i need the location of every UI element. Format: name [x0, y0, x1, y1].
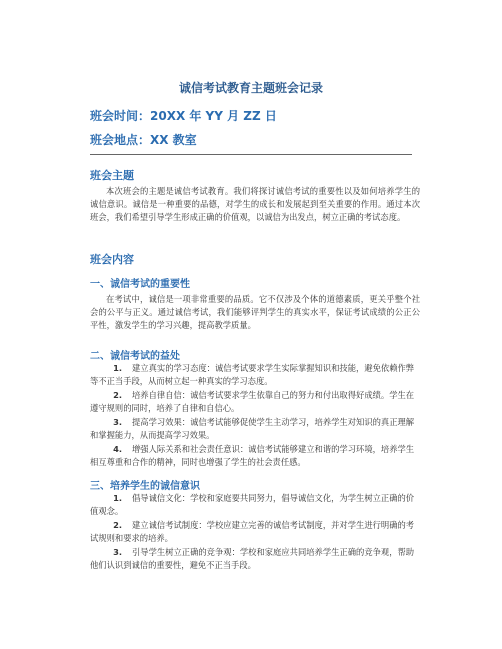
list-item [90, 389, 420, 415]
document-title: 诚信考试教育主题班会记录 [178, 81, 323, 95]
list-item-text: 提高学习效果：诚信考试能够促使学生主动学习，培养学生对知识的真正理解和掌握能力，从而提高学习效果。 [90, 417, 415, 440]
list-item [90, 416, 420, 442]
list-item-number: 3. [113, 547, 122, 557]
list-item-number: 1. [113, 363, 122, 373]
divider-line [90, 154, 412, 155]
section-2-heading: 二、诚信考试的益处 [90, 351, 180, 362]
section-1-heading: 一、诚信考试的重要性 [90, 279, 190, 290]
meeting-place: 班会地点：XX 教室 [90, 133, 197, 147]
list-item [90, 546, 420, 572]
list-item-number: 2. [113, 520, 122, 530]
list-item-number: 4. [113, 444, 122, 454]
list-item [90, 519, 420, 545]
list-item [90, 362, 420, 388]
list-item-number: 3. [113, 417, 122, 427]
list-item [90, 443, 420, 469]
list-item-text: 引导学生树立正确的竞争观：学校和家庭应共同培养学生正确的竞争观，帮助他们认识到诚信的重要性，避免不正当手段。 [90, 547, 415, 570]
list-item-text: 建立诚信考试制度：学校应建立完善的诚信考试制度，并对学生进行明确的考试规则和要求的培养。 [90, 520, 415, 543]
section-1-paragraph: 在考试中，诚信是一项非常重要的品质。它不仅涉及个体的道德素质，更关乎整个社会的公平与正义。通过诚信考试，我们能够评判学生的真实水平，保证考试成绩的公正公平性，激发学生的学习兴趣，提高教学质量。 [90, 294, 420, 330]
list-item-text: 建立真实的学习态度：诚信考试要求学生实际掌握知识和技能，避免依赖作弊等不正当手段，从而树立起一种真实的学习态度。 [90, 363, 415, 386]
meeting-time: 班会时间：20XX 年 YY 月 ZZ 日 [90, 109, 277, 123]
section-3-heading: 三、培养学生的诚信意识 [90, 481, 200, 492]
theme-paragraph: 本次班会的主题是诚信考试教育。我们将探讨诚信考试的重要性以及如何培养学生的诚信意识。诚信是一种重要的品德，对学生的成长和发展起到至关重要的作用。通过本次班会，我们希望引导学生形成正确的价值观，以诚信为出发点，树立正确的考试态度。 [90, 186, 420, 222]
list-item-number: 1. [113, 493, 122, 503]
list-item-text: 倡导诚信文化：学校和家庭要共同努力，倡导诚信文化，为学生树立正确的价值观念。 [90, 493, 415, 516]
list-item-text: 增强人际关系和社会责任意识：诚信考试能够建立和谐的学习环境，培养学生相互尊重和合作的精神，同时也增强了学生的社会责任感。 [90, 444, 415, 467]
content-heading: 班会内容 [90, 253, 134, 266]
theme-heading: 班会主题 [90, 169, 134, 182]
list-item-number: 2. [113, 390, 122, 400]
list-item [90, 492, 420, 518]
list-item-text: 培养自律自信：诚信考试要求学生依靠自己的努力和付出取得好成绩。学生在遵守规则的同时，培养了自律和自信心。 [90, 390, 415, 413]
